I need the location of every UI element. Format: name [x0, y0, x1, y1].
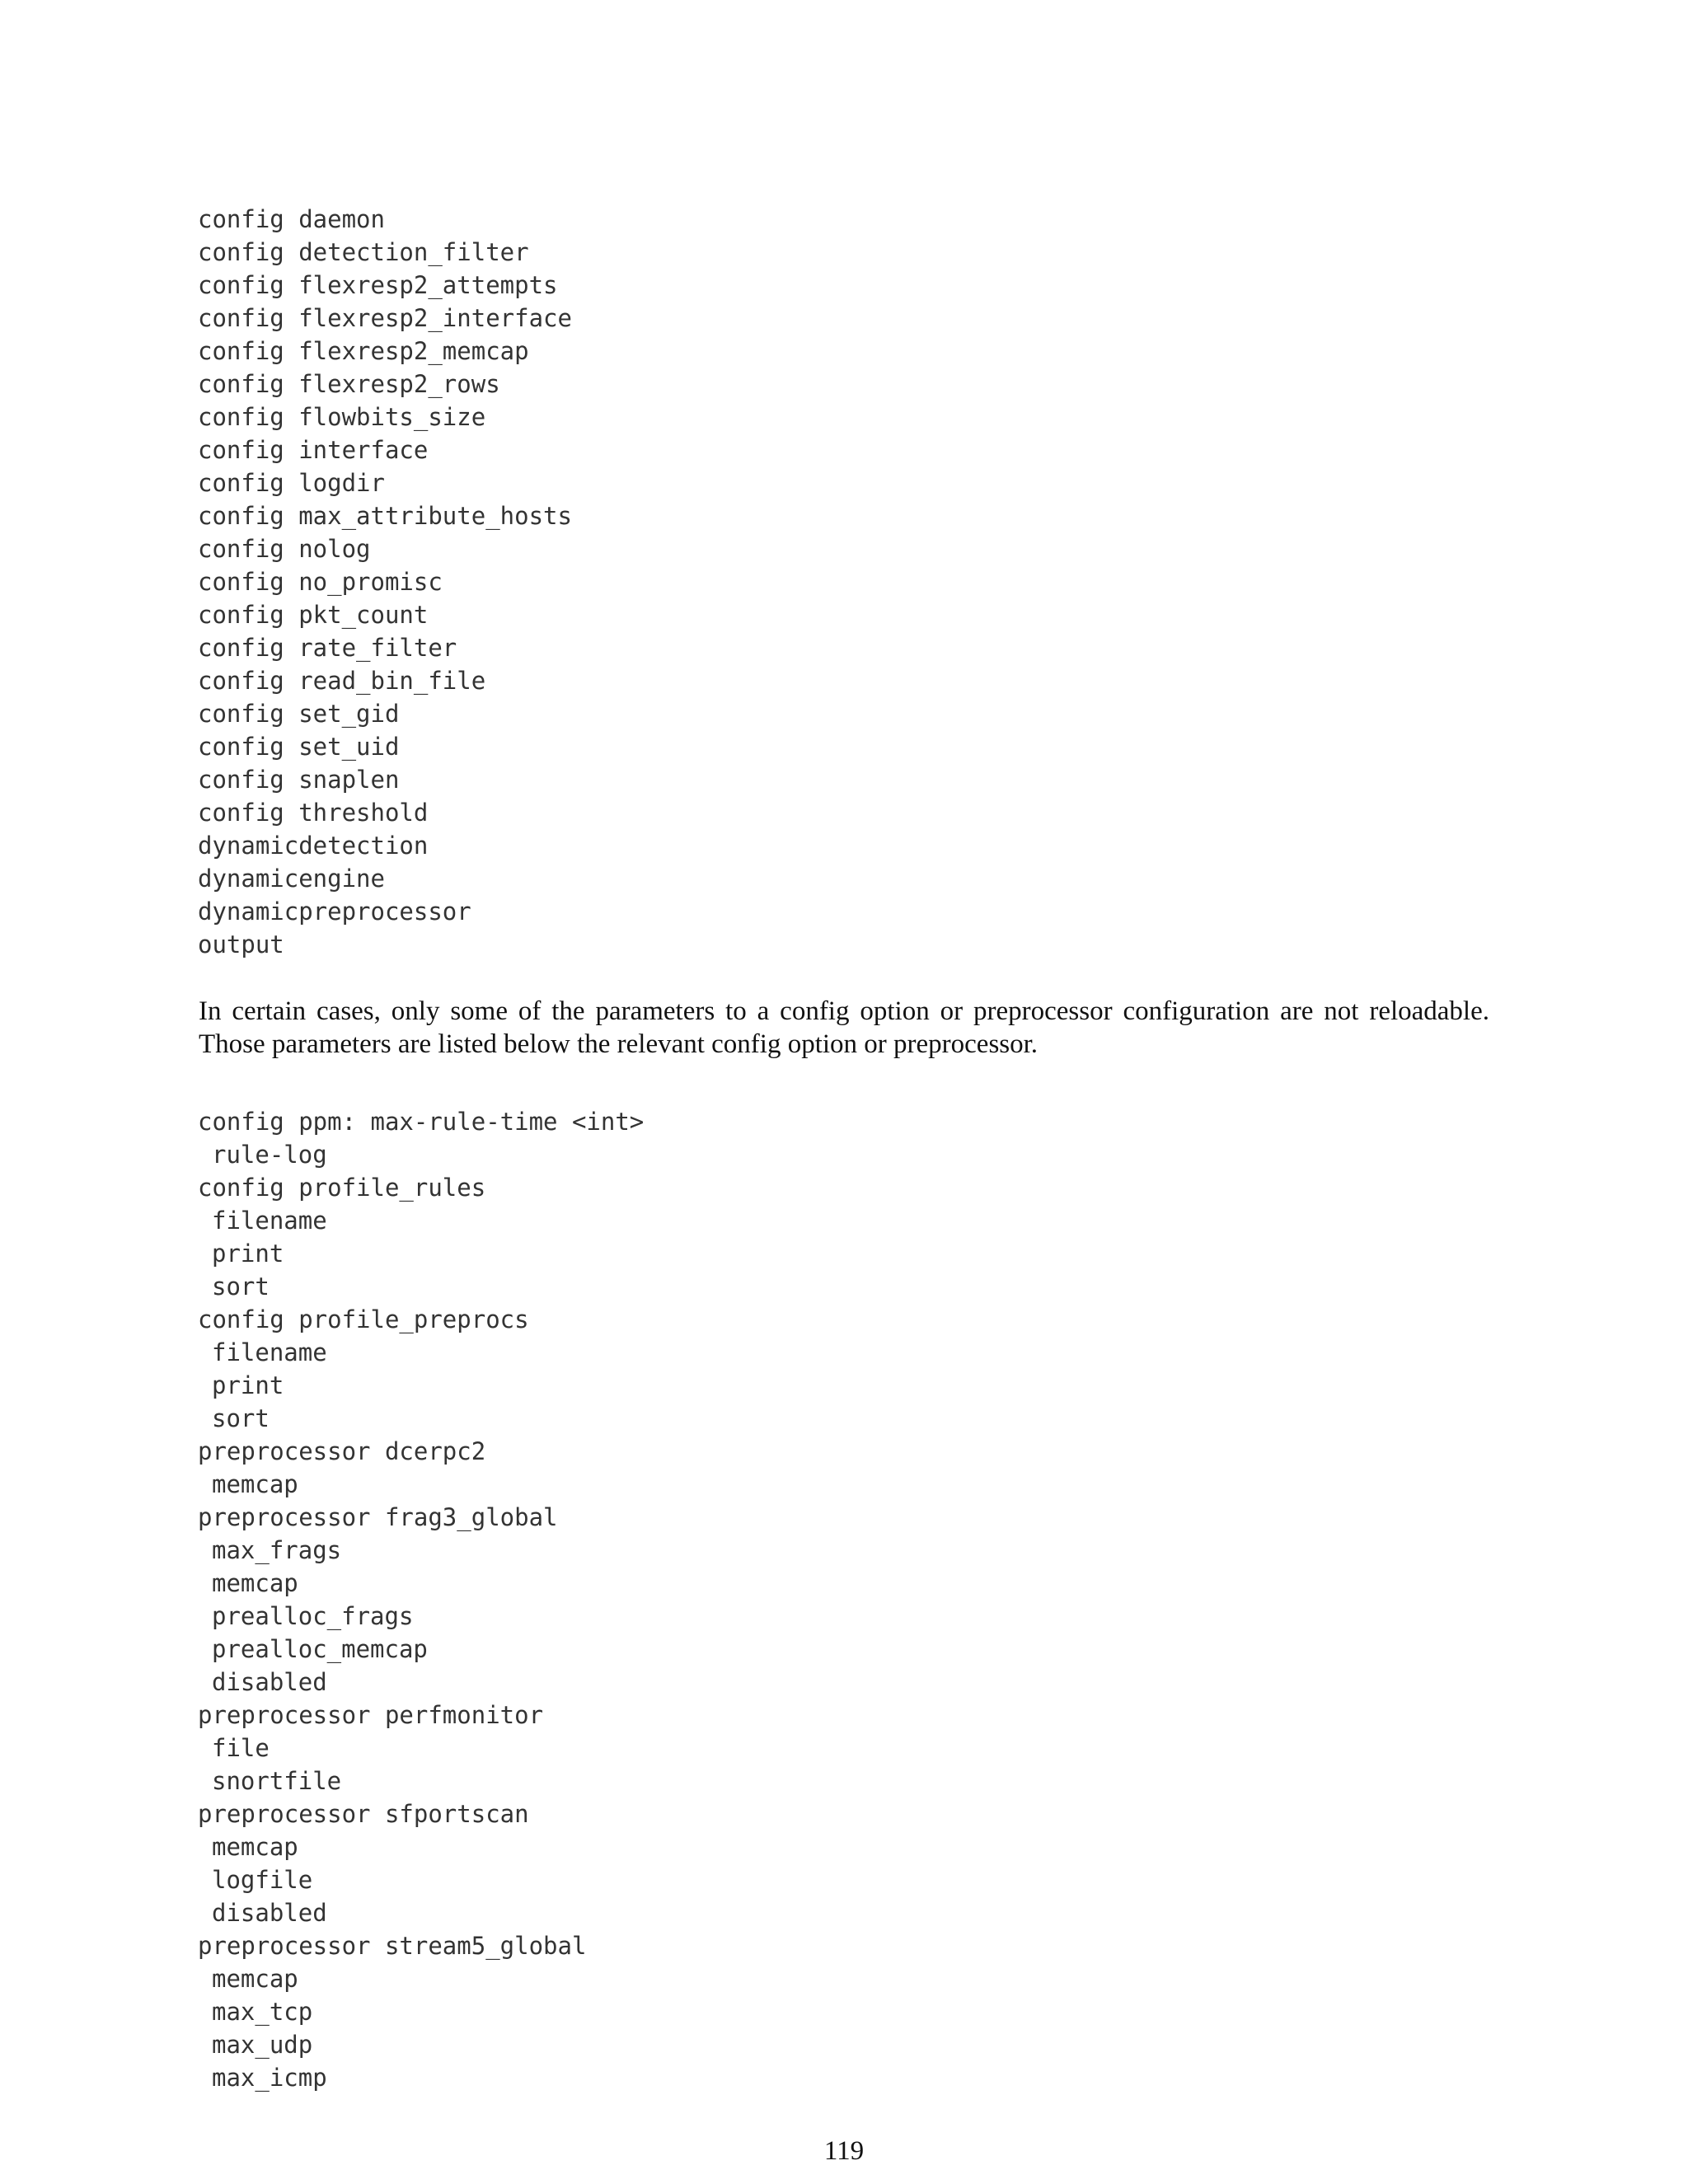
body-paragraph: In certain cases, only some of the parameters to a config option or preprocessor configuration are not reloadable. Those parameters are listed below the relevant config option or preprocessor.	[199, 996, 1489, 1059]
parameter-line: prealloc_frags	[212, 1602, 414, 1630]
code-line: dynamicdetection	[198, 832, 429, 860]
parameter-line: print	[212, 1240, 284, 1268]
parameter-line: sort	[212, 1404, 270, 1432]
code-line: config flexresp2_rows	[198, 370, 500, 398]
parameter-line: max_tcp	[212, 1998, 313, 2026]
code-line: config interface	[198, 436, 429, 464]
code-line: config no_promisc	[198, 568, 443, 596]
partially-reloadable-code-block	[198, 1105, 644, 2094]
parameter-line: max_udp	[212, 2031, 313, 2059]
parameter-line: memcap	[212, 1470, 298, 1498]
parameter-line: logfile	[212, 1866, 313, 1894]
parameter-line: prealloc_memcap	[212, 1635, 428, 1663]
parameter-line: file	[212, 1734, 270, 1762]
code-line: config pkt_count	[198, 601, 429, 629]
code-line: config set_gid	[198, 700, 400, 728]
option-line: config profile_rules	[198, 1174, 486, 1202]
parameter-line: disabled	[212, 1899, 327, 1927]
code-line: config threshold	[198, 799, 429, 827]
parameter-line: sort	[212, 1272, 270, 1301]
code-line: config flowbits_size	[198, 403, 486, 431]
code-line: config set_uid	[198, 733, 400, 761]
parameter-line: filename	[212, 1207, 327, 1235]
option-line: preprocessor sfportscan	[198, 1800, 529, 1828]
code-line: config daemon	[198, 205, 385, 233]
code-line: config max_attribute_hosts	[198, 502, 572, 530]
parameter-line: filename	[212, 1338, 327, 1366]
code-line: config snaplen	[198, 766, 400, 794]
parameter-line: memcap	[212, 1833, 298, 1861]
code-line: config nolog	[198, 535, 371, 563]
parameter-line: max_frags	[212, 1536, 342, 1564]
parameter-line: rule-log	[212, 1141, 327, 1169]
code-line: config flexresp2_memcap	[198, 337, 529, 365]
option-line: preprocessor perfmonitor	[198, 1701, 544, 1729]
parameter-line: memcap	[212, 1965, 298, 1993]
parameter-line: memcap	[212, 1569, 298, 1597]
option-line: preprocessor stream5_global	[198, 1932, 587, 1960]
code-line: output	[198, 930, 284, 958]
code-line: dynamicengine	[198, 865, 385, 893]
code-line: dynamicpreprocessor	[198, 898, 471, 926]
option-line: preprocessor dcerpc2	[198, 1437, 486, 1465]
code-line: config read_bin_file	[198, 667, 486, 695]
option-line: config profile_preprocs	[198, 1305, 529, 1333]
code-line: config flexresp2_attempts	[198, 271, 558, 299]
code-line: config rate_filter	[198, 634, 457, 662]
code-line: config detection_filter	[198, 238, 529, 266]
option-line: config ppm: max-rule-time <int>	[198, 1108, 645, 1136]
parameter-line: snortfile	[212, 1767, 342, 1795]
parameter-line: print	[212, 1371, 284, 1399]
code-line: config flexresp2_interface	[198, 304, 572, 332]
code-line: config logdir	[198, 469, 385, 497]
parameter-line: disabled	[212, 1668, 327, 1696]
non-reloadable-code-block	[198, 203, 572, 961]
parameter-line: max_icmp	[212, 2064, 327, 2092]
option-line: preprocessor frag3_global	[198, 1503, 558, 1531]
page-number: 119	[823, 2136, 865, 2166]
